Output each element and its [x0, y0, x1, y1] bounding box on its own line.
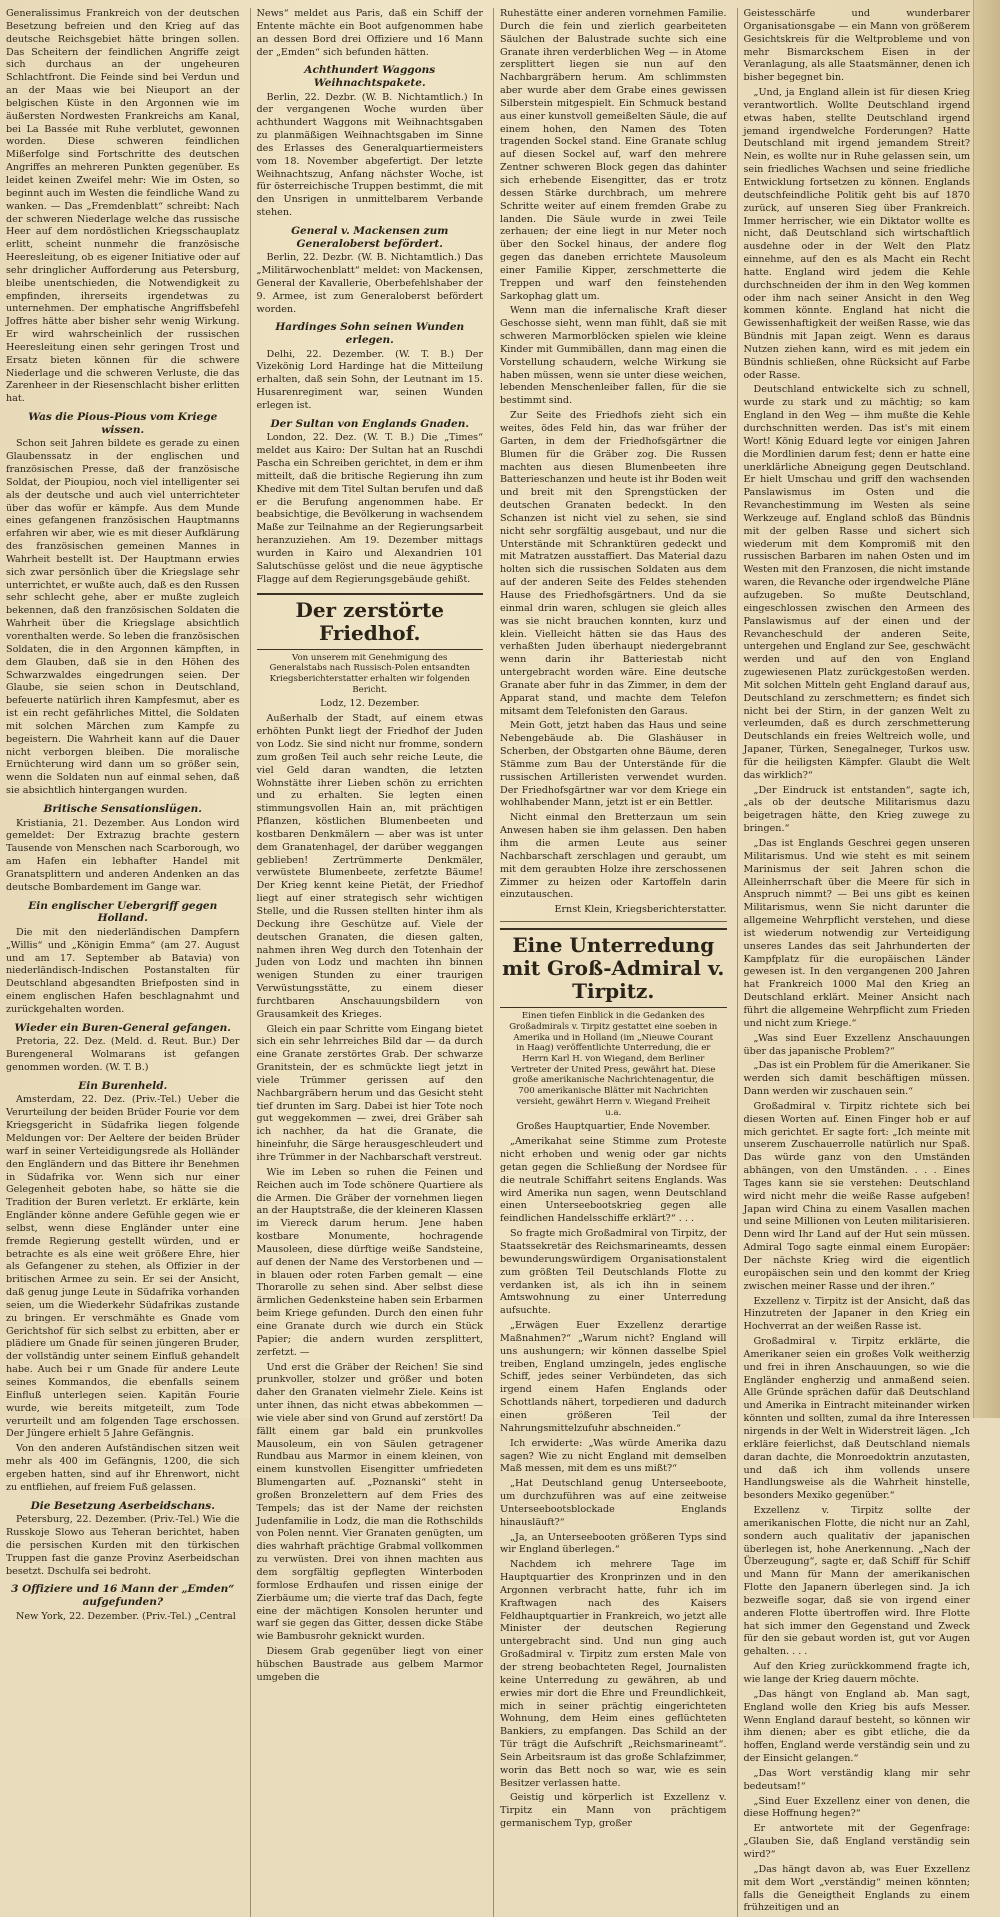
paragraph: „Das Wort verständig klang mir sehr bedeutsam!“: [743, 1767, 970, 1792]
paragraph: Generalissimus Frankreich von der deutschen Besetzung befreien und den Krieg auf das deutsche Reichsgebiet hätte bringen sollen. Das Scheitern der feindlichen Angriffe zeigt sich durchaus an der ungeheuren Schlachtfront. Die Feinde sind bei Verdun und an der Maas wie bei Nieuport an der belgischen Küste in den Argonnen wie im äußersten Nordwesten Frankreichs am Kanal, bei La Bassée mit Ruhe verblutet, gewonnen worden. Diese schweren feindlichen Mißerfolge sind Fortschritte des deutschen Angriffes an mehreren Punkten gegenüber. Es leidet keinen Zweifel mehr: Wie im Osten, so beginnt auch im Westen die feindliche Wand zu wanken. — Das „Fremdenblatt“ schreibt: Nach der schweren Niederlage welche das russische Heer auf dem nordöstlichen Kriegsschauplatz erlitt, scheint nunmehr die französische Heeresleitung, ob es eigener Initiative oder auf sehr dringlicher Aufforderung aus Petersburg, bleibe unentschieden, die Notwendigkeit zu empfinden, ihrerseits irgendetwas zu unternehmen. Der emphatische Angriffsbefehl Joffres hätte aber bisher sehr wenig Wirkung. Er wird wahrscheinlich der russischen Heeresleitung einen sehr geringen Trost und Ersatz bieten können für die schwere Niederlage und die schweren Verluste, die das Zarenheer in der Riesenschlacht bisher erlitten hat.: [6, 8, 240, 405]
column-4: [737, 8, 971, 1917]
paragraph: Er antwortete mit der Gegenfrage: „Glauben Sie, daß England verständig sein wird?“: [743, 1823, 970, 1860]
article-headline: General v. Mackensen zum Generaloberst befördert.: [291, 225, 449, 250]
column-1: [6, 8, 240, 1917]
paragraph: Exzellenz v. Tirpitz ist der Ansicht, daß das Hinzutreten der Japaner in den Krieg ein Hochverrat an der weißen Rasse ist.: [743, 1295, 970, 1333]
paragraph: Wie im Leben so ruhen die Feinen und Reichen auch im Tode schönere Quartiere als die Armen. Die Gräber der vornehmen liegen an der Hauptstraße, die der kleineren Klassen im Viereck darum herum. Jene haben kostbare Monumente, hochragende Mausoleen, diese dürftige weiße Sandsteine, auf denen der Name des Verstorbenen und — in blauen oder roten Farben gemalt — eine Thorarolle zu sehen sind. Aber selbst diese ärmlichen Gedenksteine haben sein Erbarmen beim Kriege gefunden. Durch den einen fuhr eine Granate durch wie durch ein Stück Papier; die andern wurden zersplittert, zerfetzt. —: [256, 1166, 483, 1358]
paragraph: Delhi, 22. Dezember. (W. T. B.) Der Vizekönig Lord Hardinge hat die Mitteilung erhalten, daß sein Sohn, der Leutnant im 15. Husarenregiment war, seinen Wunden erlegen ist.: [256, 348, 483, 411]
paragraph: Deutschland entwickelte sich zu schnell, wurde zu stark und zu mächtig; so kam England in den Weg — ihm mußte die Kehle durchschnitten werden. Das ist's mit einem Wort! König Eduard legte vor einigen Jahren die Mordlinien darum fest; denn er hatte eine unerklärliche Abneigung gegen Deutschland. Er hielt Umschau und griff den wachsenden Panslawismus im Osten und die Revanchestimmung im Westen als seine Werkzeuge auf. England schloß das Bündnis mit der gelben Rasse und sichert sich wiederum mit dem Kompromiß mit den russischen Barbaren im nahen Osten und im Westen mit den Franzosen, die nicht imstande waren, die Revanche oder irgendwelche Pläne aufzugeben. So mußte Deutschland, eingeschlossen zwischen den Armeen des Panslawismus auf der einen und der Revancheschuld der anderen Seite, untergehen und England zur See, geschwächt werden und auf den von England zugewiesenen Platz zurückgestoßen werden. Mit solchen Mitteln geht England darauf aus, Deutschland zu zerschmettern; es findet sich nicht bei der Stirn, in der ganzen Welt zu verleumden, daß es durch zerschmetterung Deutschlands ein freies Weltreich wolle, und Japaner, Türken, Senegalneger, Turkos usw. für die heiligsten Kämpfer. Glaubt die Welt das wirklich?“: [743, 384, 970, 781]
paragraph: Mein Gott, jetzt haben das Haus und seine Nebengebäude ab. Die Glashäuser in Scherben, der Obstgarten ohne Bäume, deren Stämme zum Bau der Unterstände für die russischen Artilleristen verwendet wurden. Der Friedhofsgärtner war vor dem Kriege ein wohlhabender Mann, jetzt ist er ein Bettler.: [500, 720, 727, 809]
paragraph: „Amerikahat seine Stimme zum Proteste nicht erhoben und wenig oder gar nichts getan gegen die Schließung der Nordsee für die neutrale Schiffahrt seitens Englands. Was wird Amerika nun sagen, wenn Deutschland einen Unterseebootskrieg gegen alle feindlichen Handelsschiffe erklärt?“ . . .: [500, 1136, 727, 1225]
paragraph: „Sind Euer Exzellenz einer von denen, die diese Hoffnung hegen?“: [743, 1795, 970, 1820]
paragraph: „Das hängt davon ab, was Euer Exzellenz mit dem Wort „verständig“ meinen könnten; falls die Geneigtheit Englands zu einem frühzeitigen und an: [743, 1863, 970, 1914]
paragraph: „Was sind Euer Exzellenz Anschauungen über das japanische Problem?“: [743, 1032, 970, 1057]
article-headline: Was die Pious-Pious vom Kriege wissen.: [28, 411, 218, 436]
divider: [500, 921, 727, 922]
dateline: Lodz, 12. Dezember.: [320, 698, 420, 710]
paragraph: „Hat Deutschland genug Unterseeboote, um durchzuführen was auf eine zeitweise Unterseebootsblockade Englands hinausläuft?“: [500, 1478, 727, 1528]
dateline: Großes Hauptquartier, Ende November.: [516, 1121, 711, 1133]
paragraph: Wenn man die infernalische Kraft dieser Geschosse sieht, wenn man fühlt, daß sie mit schweren Marmorblöcken spielen wie kleine Kinder mit Gummibällen, dann mag einen die Vorstellung schaudern, welche Wirkung sie haben müssen, wenn sie unter diese weichen, lebenden Menschenleiber fallen, für die sie bestimmt sind.: [500, 305, 727, 407]
article-headline: Britische Sensationslügen.: [43, 802, 202, 815]
paragraph: Nachdem ich mehrere Tage im Hauptquartier des Kronprinzen und in den Argonnen verbracht hatte, fuhr ich im Kraftwagen nach des Kaisers Feldhauptquartier in Frankreich, wo jetzt alle Minister der deutschen Regierung untergebracht sind. Und nun ging auch Großadmiral v. Tirpitz zum ersten Male von der streng beobachteten Regel, Journalisten keine Unterredung zu gewähren, ab und erwies mir dort die Ehre und Freundlichkeit, mich in seiner prächtig eingerichteten Wohnung, dem Heim eines geflüchteten Bankiers, zu empfangen. Das Schild an der Tür trägt die Aufschrift „Reichsmarineamt“. Sein Arbeitsraum ist das große Schlafzimmer, worin das Bett noch so war, wie es sein Besitzer verlassen hatte.: [500, 1559, 727, 1789]
article-headline: Wieder ein Buren-General gefangen.: [14, 1021, 231, 1034]
paragraph: „Und, ja England allein ist für diesen Krieg verantwortlich. Wollte Deutschland irgend etwas haben, stellte Deutschland irgend jemand irgendwelche Forderungen? Hatte Deutschland mit irgend jemandem Streit? Nein, es wollte nur in Ruhe gelassen sein, um sein friedliches Wachsen und seine friedliche Entwicklung fortsetzen zu können. Englands deutschfeindliche Politik geht bis auf 1870 zurück, auf unseren Sieg über Frankreich. Immer herrischer, wie ein Diktator wollte es nicht, daß Deutschland sich wirtschaftlich ausdehne oder in der Welt den Platz einnehme, auf den es als Macht ein Recht hatte. England wird jedem die Kehle durchschneiden der ihm in den Weg kommen oder ihm nach seiner Ansicht in den Weg kommen könnte. England hat nicht die Gewissenhaftigkeit der weißen Rasse, wie das Bündnis mit Japan zeigt. Wenn es daraus Nutzen ziehen kann, wird es mit jedem ein Bündnis schließen, ohne Rücksicht auf Farbe oder Rasse.: [743, 87, 970, 381]
article-headline: Die Besetzung Aserbeidschans.: [30, 1499, 215, 1512]
paragraph: Pretoria, 22. Dez. (Meld. d. Reut. Bur.) Der Burengeneral Wolmarans ist gefangen genommen worden. (W. T. B.): [6, 1036, 240, 1073]
paragraph: Auf den Krieg zurückkommend fragte ich, wie lange der Krieg dauern möchte.: [743, 1661, 970, 1685]
column-2: [250, 8, 484, 1917]
paragraph: Gleich ein paar Schritte vom Eingang bietet sich ein sehr lehrreiches Bild dar — da durch eine Granate zerstörtes Grab. Der schwarze Granitstein, der es schmückte liegt jetzt in viele Trümmer gerissen auf den Nachbargräbern herum und das Gesicht steht tief drunten im Sarg. Dabei ist hier Tote noch gut weggekommen — zwei, drei Gräber sah ich nachher, da hat die Granate, die hineinfuhr, die Särge herausgeschleudert und ihre Trümmer in der Nachbarschaft verstreut.: [256, 1023, 483, 1163]
paragraph: Und erst die Gräber der Reichen! Sie sind prunkvoller, stolzer und größer und boten daher den Granaten vielmehr Ziele. Keins ist unter ihnen, das nicht etwas abbekommen — wie viele aber sind von Grund auf zerstört! Da fällt einem gar bald ein prunkvolles Mausoleum, ein von Säulen getragener Rundbau aus Marmor in einem kleinen, von einem kunstvollen Eisengitter umfriedeten Blumengarten auf. „Poznanski“ steht in großen Bronzelettern auf dem Fries des Tempels; das ist der Name der reichsten Judenfamilie in Lodz, die man die Rothschilds von Polen nennt. Vier Granaten genügten, um dies wahrhaft prächtige Grabmal vollkommen zu verwüsten. Drei von ihnen machten aus dem sorgfältig gepflegten Winterboden formlose Erdhaufen und rissen einige der Zierbäume um; die vierte traf das Dach, fegte eine der mächtigen Konsolen herunter und warf sie gegen das Gitter, dessen dicke Stäbe wie Bambusrohr geknickt wurden.: [256, 1361, 483, 1643]
paragraph: Geistig und körperlich ist Exzellenz v. Tirpitz ein Mann von prächtigem germanischem Typ, großer: [500, 1792, 727, 1830]
paragraph: Petersburg, 22. Dezember. (Priv.-Tel.) Wie die Russkoje Slowo aus Teheran berichtet, haben die persischen Kurden mit den türkischen Truppen fast die ganze Provinz Aserbeidschan besetzt. Dschulfa sei bedroht.: [6, 1514, 240, 1577]
paragraph: London, 22. Dez. (W. T. B.) Die „Times“ meldet aus Kairo: Der Sultan hat an Ruschdi Pascha ein Schreiben gerichtet, in dem er ihm mitteilt, daß die britische Regierung ihn zum Khedive mit dem Titel Sultan berufen und daß er die Berufung angenommen habe. Er beabsichtige, die Bevölkerung in wachsendem Maße zur Teilnahme an der Regierungsarbeit heranzuziehen. Am 19. Dezember mittags wurden in Kairo und Alexandrien 101 Salutschüsse gelöst und die neue ägyptische Flagge auf dem Regierungsgebäude gehißt.: [256, 432, 483, 585]
column-3: [493, 8, 727, 1917]
paragraph: „Das hängt von England ab. Man sagt, England wolle den Krieg bis aufs Messer. Wenn England darauf besteht, so können wir ihm dienen; aber es gibt etliche, die da hoffen, England werde verständig sein und zu der Einsicht gelangen.“: [743, 1688, 970, 1765]
paragraph: Amsterdam, 22. Dez. (Priv.-Tel.) Ueber die Verurteilung der beiden Brüder Fourie vor dem Kriegsgericht in Südafrika liegen folgende Meldungen vor: Der Aeltere der beiden Brüder warf in seiner Verteidigungsrede als Holländer den Engländern und das Bittere ihr Benehmen in Südafrika vor. Wenn sich nur einer Gelegenheit geboten habe, so hätte sie die Tradition der Buren verletzt. Er erklärte, kein Engländer könne andere Gefühle gegen wie er selbst, wenn diese Engländer unter eine fremde Regierung gestellt würden, und er betrachte es als eine weit größere Ehre, hier als Gefangener zu stehen, als Offizier in der britischen Armee zu sein. Er sei der Ansicht, daß genug junge Leute in Südafrika vorhanden seien, um die Wiederkehr Südafrikas zustande zu bringen. Er verschmähte es Gnade vom Gerichtshof für sich selbst zu erbitten, aber er plädiere um Gnade für seinen jüngeren Bruder, der vollständig unter seinem Einfluß gehandelt habe. Auch bei r um Gnade für andere Leute seines Kommandos, die ebenfalls seinem Einfluß unterlegen seien. Kapitän Fourie wurde, wie bereits mitgeteilt, zum Tode verurteilt und am folgenden Tage erschossen. Der Jüngere erhielt 5 Jahre Gefängnis.: [6, 1094, 240, 1440]
paragraph: Diesem Grab gegenüber liegt von einer hübschen Baustrade aus gelbem Marmor umgeben die: [256, 1646, 483, 1683]
article-headline: Ein Burenheld.: [78, 1079, 168, 1092]
paragraph: Exzellenz v. Tirpitz sollte der amerikanischen Flotte, die nicht nur an Zahl, sondern auch qualitativ der japanischen überlegen ist, hohe Anerkennung. „Nach der Überzeugung“, sagte er, daß Schiff für Schiff und Mann für Mann der amerikanischen Flotte den Japanern überlegen sind. Ja ich bezweifle sogar, daß sie von irgend einer anderen Flotte übertroffen wird. Ihre Flotte hat sich immer den Gegenstand und Zweck für den sie gebaut worden ist, gut vor Augen gehalten. . . .: [743, 1505, 970, 1658]
paragraph: Ruhestätte einer anderen vornehmen Familie. Durch die fein und zierlich gearbeiteten Säulchen der Balustrade suchte sich eine Granate ihren verderblichen Weg — in Atome zersplittert liegen sie nun auf den Nachbargräbern herum. Am schlimmsten aber wurde aber dem Grabe eines gewissen Silberstein mitgespielt. Ein Schmuck bestand aus einer kunstvoll gemeißelten Säule, die auf einem hohen, den Namen des Toten tragenden Sockel stand. Eine Granate schlug auf diesen Sockel auf, warf den mehrere Zentner schweren Block gegen das dahinter sich erhebende Eisengitter, das er trotz dessen Stärke durchbrach, um mehrere Schritte weiter auf einem fremden Grabe zu landen. Die Säule wurde in zwei Teile zerhauen; der eine liegt in nur Meter noch über den Sockel hinaus, der andere flog gegen das daneben errichtete Mausoleum einer Familie Kipper, zerschmetterte die Treppen und warf den feinstehenden Sarkophag glatt um.: [500, 8, 727, 302]
feature-subtitle: Von unserem mit Genehmigung des Generalstabs nach Russisch-Polen entsandten Kriegsberichterstatter erhalten wir folgenden Bericht.: [269, 652, 471, 695]
paragraph: Von den anderen Aufständischen sitzen weit mehr als 400 im Gefängnis, 1200, die sich ergeben hatten, sind auf ihr Ehrenwort, nicht zu entfliehen, auf freiem Fuß gelassen.: [6, 1443, 240, 1493]
interview-headline: Eine Unterredung mit Groß-Admiral v. Tirpitz.: [500, 928, 727, 1008]
paragraph: Großadmiral v. Tirpitz erklärte, die Amerikaner seien ein großes Volk weitherzig und frei in ihren Anschauungen, so wie die Engländer engherzig und anmaßend seien. Alle Gründe sprächen dafür daß Deutschland und Amerika in Eintracht miteinander wirken könnten und sollten, zumal da ihre Interessen nirgends in der Welt in Widerstreit lägen. „Ich erkläre feierlichst, daß Deutschland niemals daran dachte, die Monroedoktrin anzutasten, und daß ich ihm vollends unsere Handlungsweise als die Wahrheit hinstelle, besonders Mexiko gegenüber.“: [743, 1336, 970, 1502]
paragraph: New York, 22. Dezember. (Priv.-Tel.) „Central: [16, 1610, 236, 1622]
paragraph: Berlin, 22. Dezbr. (W. B. Nichtamtlich.) Das „Militärwochenblatt“ meldet: von Mackensen, General der Kavallerie, Oberbefehlshaber der 9. Armee, ist zum Generaloberst befördert worden.: [256, 252, 483, 315]
paragraph: So fragte mich Großadmiral von Tirpitz, der Staatssekretär des Reichsmarineamts, dessen bewunderungswürdigem Organisationstalent zum größten Teil Deutschlands Flotte zu verdanken ist, als ich ihn in seinem Amtswohnung zu einer Unterredung aufsuchte.: [500, 1228, 727, 1317]
article-headline: Achthundert Waggons Weihnachtspakete.: [304, 64, 436, 89]
paragraph: „Das ist Englands Geschrei gegen unseren Militarismus. Und wie steht es mit seinem Marinismus der seit Jahren schon die Alleinherrschaft über die Meere für sich in Anspruch nimmt? — Bei uns gibt es keinen Militarismus, wenn Sie nicht darunter die allgemeine Wehrpflicht verstehen, und diese ist wiederum notwendig zur Verteidigung unseres Landes das seit Jahrhunderten der Kampfplatz für die europäischen Länder gewesen ist. In den vergangenen 200 Jahren hat Frankreich 1000 Mal den Krieg an Deutschland erklärt. Meiner Ansicht nach führt die allgemeine Wehrpflicht zum Frieden und nicht zum Kriege.“: [743, 838, 970, 1029]
paragraph: News“ meldet aus Paris, daß ein Schiff der Entente mächte ein Boot aufgenommen habe an dessen Bord drei Offiziere und 16 Mann der „Emden“ sich befunden hätten.: [256, 8, 483, 58]
paragraph: „Ja, an Unterseebooten größeren Typs sind wir England überlegen.“: [500, 1531, 727, 1556]
paragraph: Zur Seite des Friedhofs zieht sich ein weites, ödes Feld hin, das war früher der Garten, in dem der Friedhofsgärtner die Blumen für die Gräber zog. Die Russen machten aus diesen Blumenbeeten ihre Batterieschanzen und heute ist ihr Boden weit und breit mit den Sprengstücken der deutschen Granaten bedeckt. In den Schanzen ist nicht viel zu sehen, sie sind nicht sehr sorgfältig ausgebaut, und nur die Unterstände mit Schranktüren gedeckt und mit Matratzen ausstaffiert. Das Material dazu holten sich die russischen Soldaten aus dem auf der anderen Seite des Feldes stehenden Hause des Friedhofsgärtners. Und da sie einmal drin waren, schlugen sie gleich alles was sie nicht brauchen konnten, kurz und klein. Vielleicht hätten sie das Haus des verhaßten Juden überhaupt niedergebrannt wenn darin ihr Batteriestab nicht untergebracht worden wäre. Eine deutsche Granate aber fuhr in das Zimmer, in dem der Apparat stand, und machte dem Telefon mitsamt dem Telefonisten den Garaus.: [500, 410, 727, 717]
feature-headline: Der zerstörte Friedhof.: [257, 593, 484, 650]
paragraph: Außerhalb der Stadt, auf einem etwas erhöhten Punkt liegt der Friedhof der Juden von Lodz. Sie sind nicht nur fromme, sondern zum großen Teil auch sehr reiche Leute, die viel Geld daran wandten, die letzten Wohnstätte ihrer Lieben schön zu errichten und zu erhalten. Sie legten einen stimmungsvollen Hain an, mit prächtigen Pflanzen, köstlichen Blumenbeeten und kostbaren Denkmälern — aber was ist unter dem Granatenhagel, der darüber weggangen geblieben! Zertrümmerte Denkmäler, verwüstete Blumenbeete, zerfetzte Bäume! Der Krieg kennt keine Pietät, der Friedhof liegt auf einer strategisch sehr wichtigen Stelle, und die Russen stellten hinter ihm als Deckung ihre Geschütze auf. Viele der deutschen Granaten, die diesen galten, nahmen ihren Weg durch den Totenhain der Juden von Lodz und machten ihn binnen wenigen Stunden zu einer traurigen Verwüstungsstätte, zu einem dieser furchtbaren Anschauungsbildern von Grausamkeit des Krieges.: [256, 713, 483, 1020]
article-headline: Der Sultan von Englands Gnaden.: [270, 417, 470, 430]
interview-subtitle: Einen tiefen Einblick in die Gedanken des Großadmirals v. Tirpitz gestattet eine soeben in Amerika und in Holland (im „Nieuwe Courant in Haag) veröffentlichte Unterredung, die er Herrn Karl H. von Wiegand, dem Berliner Vertreter der United Press, gewährt hat. Diese große amerikanische Nachrichtenagentur, die 700 amerikanische Blätter mit Nachrichten versieht, gewährt Herrn v. Wiegand Freiheit u.a.: [509, 1011, 718, 1118]
paragraph: Nicht einmal den Bretterzaun um sein Anwesen haben sie ihm gelassen. Den haben ihm die armen Leute aus seiner Nachbarschaft zerschlagen und geraubt, um mit dem geraubten Holze ihre zerschossenen Zimmer zu heizen oder Kartoffeln darin einzutauschen.: [500, 812, 727, 901]
article-headline: Hardinges Sohn seinen Wunden erlegen.: [275, 321, 465, 346]
paragraph: „Das ist ein Problem für die Amerikaner. Sie werden sich damit beschäftigen müssen. Dann werden wir zuschauen sein.“: [743, 1060, 970, 1098]
paragraph: Kristiania, 21. Dezember. Aus London wird gemeldet: Der Extrazug brachte gestern Tausende von Menschen nach Scarborough, wo am Hafen ein lebhafter Handel mit Granatsplittern und anderen Andenken an das deutsche Bombardement im Gange war.: [6, 817, 240, 893]
paragraph: Großadmiral v. Tirpitz richtete sich bei diesen Worten auf. Einen Finger hob er auf mich gerichtet. Er sagte fort: „Ich meinte mit unserem Zuschauerrolle natürlich nur Spaß. Das würde ganz von den Umständen abhängen, von den Umständen. . . . Eines Tages kann sie sie verstehen: Deutschland wird nicht mehr die weiße Rasse aufgeben! Japan wird China zu einem Vasallen machen und seine Millionen von Leuten militarisieren. Denn wird Ihr Land auf der Hut sein müssen. Admiral Togo sagte einmal einem Europäer: Der nächste Krieg wird die eigentlich europäischen sein und den kommt der Krieg zwischen meiner Rasse und der ihren.“: [743, 1100, 970, 1292]
article-headline: 3 Offiziere und 16 Mann der „Emden“ aufgefunden?: [11, 1583, 235, 1608]
paragraph: Geistesschärfe und wunderbarer Organisationsgabe — ein Mann von größerem Gesichtskreis für die Weltprobleme und von mehr Bismarckschem Eisen in der Veranlagung, als alle Staatsmänner, denen ich bisher begegnet bin.: [743, 8, 970, 84]
article-headline: Ein englischer Uebergriff gegen Holland.: [28, 899, 218, 925]
paragraph: Berlin, 22. Dezbr. (W. B. Nichtamtlich.) In der vergangenen Woche wurden über achthundert Waggons mit Weihnachtsgaben zu planmäßigen Weihnachtsgaben im Sinne des Erlasses des Generalquartiermeisters vom 18. November abgefertigt. Der letzte Weihnachtszug, Anfang nächster Woche, ist für österreichische Truppen bestimmt, die mit den Unsrigen in unmittelbarem Verbande stehen.: [256, 91, 483, 219]
paragraph: „Der Eindruck ist entstanden“, sagte ich, „als ob der deutsche Militarismus dazu beigetragen hätte, den Krieg zuwege zu bringen.“: [743, 784, 970, 835]
paragraph: Ich erwiderte: „Was würde Amerika dazu sagen? Wie zu nicht England mit demselben Maß messen, mit dem es uns mißt?“: [500, 1437, 727, 1475]
byline: Ernst Klein, Kriegsberichterstatter.: [554, 904, 727, 916]
paragraph: Schon seit Jahren bildete es gerade zu einen Glaubenssatz in der englischen und französischen Presse, daß der französische Soldat, der Pioupiou, noch viel intelligenter sei als der deutsche und auch viel unterrichteter über das wofür er kämpfe. Aus dem Munde eines gefangenen französischen Hauptmanns erfahren wir aber, wie es mit dieser Aufklärung des französischen gemeinen Mannes in Wahrheit bestellt ist. Der Hauptmann erwies sich zwar persönlich über die Kriegslage sehr unterrichtet, er wußte auch, daß es den Russen sehr schlecht gehe, aber er mußte zugleich bekennen, daß den französischen Soldaten die Wahrheit über die Kriegslage absichtlich vorenthalten werde. So leben die französischen Soldaten, die in den Argonnen kämpften, in dem Glauben, daß sie in den Höhen des Schwarzwaldes eingedrungen seien. Der Glaube, sie seien schon in Deutschland, befeuerte natürlich ihren Kampfesmut, aber es ist ein recht gefährliches Mittel, die Soldaten mit solchen Märchen zum Kampfe zu begeistern. Die Wahrheit kann auf die Dauer nicht verborgen bleiben. Die moralische Ernüchterung wird dann um so größer sein, wenn die Soldaten nun auf einmal sehen, daß sie absichtlich hintergangen wurden.: [6, 438, 240, 797]
paragraph: Die mit den niederländischen Dampfern „Willis“ und „Königin Emma“ (am 27. August und am 17. September ab Batavia) von niederländisch-Indischen Postanstalten für Deutschland abgesandten Briefposten sind in einem englischen Hafen beschlagnahmt und zurückgehalten worden.: [6, 926, 240, 1015]
paragraph: „Erwägen Euer Exzellenz derartige Maßnahmen?“ „Warum nicht? England will uns aushungern; wir können dasselbe Spiel treiben, England umzingeln, jedes englische Schiff, jedes seiner Verbündeten, das sich irgend einem Hafen Englands oder Schottlands nähert, torpedieren und dadurch einen größeren Teil der Nahrungsmittelzufuhr abschneiden.“: [500, 1320, 727, 1434]
